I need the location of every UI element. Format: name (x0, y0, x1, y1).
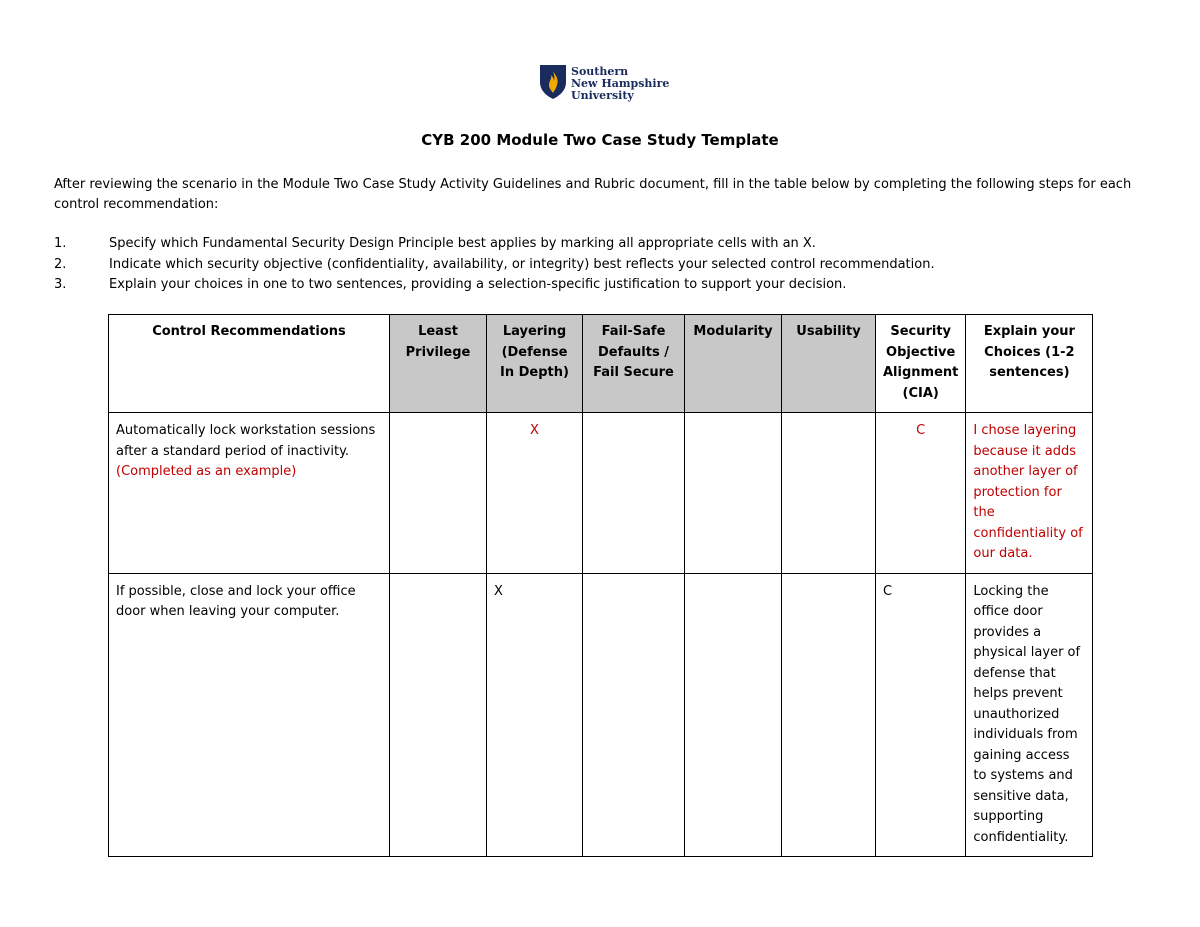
table-header-row (109, 315, 1093, 413)
step-number: 2. (54, 256, 67, 272)
header-cia: Security Objective Alignment (CIA) (876, 315, 966, 413)
header-least-privilege: Least Privilege (390, 315, 487, 413)
step-text: Indicate which security objective (confidentiality, availability, or integrity) best reflects your selected control recommendation. (109, 256, 935, 272)
control-text: Automatically lock workstation sessions after a standard period of inactivity. (116, 423, 376, 459)
example-note: (Completed as an example) (116, 464, 297, 479)
cell-layering[interactable]: X (487, 413, 583, 574)
header-modularity: Modularity (685, 315, 782, 413)
step-text: Explain your choices in one to two sentences, providing a selection-specific justification to support your decision. (109, 277, 847, 292)
cell-modularity[interactable] (685, 413, 782, 574)
cell-least-privilege[interactable] (390, 573, 487, 857)
cell-fail-safe[interactable] (583, 573, 685, 857)
cell-usability[interactable] (782, 573, 876, 857)
header-explain: Explain your Choices (1-2 sentences) (966, 315, 1093, 413)
cell-control[interactable]: If possible, close and lock your office door when leaving your computer. (109, 573, 390, 857)
header-control-recommendations: Control Recommendations (109, 315, 390, 413)
cell-layering[interactable]: X (487, 573, 583, 857)
cell-cia[interactable]: C (876, 573, 966, 857)
table-row (109, 573, 1093, 857)
table-row (109, 413, 1093, 574)
cell-usability[interactable] (782, 413, 876, 574)
cell-fail-safe[interactable] (583, 413, 685, 574)
header-layering: Layering (Defense In Depth) (487, 315, 583, 413)
cell-explain[interactable]: I chose layering because it adds another layer of protection for the confidentiality of our data. (966, 413, 1093, 574)
cell-control[interactable] (109, 413, 390, 574)
logo-wordmark (571, 66, 669, 102)
step-item (54, 255, 1154, 276)
step-item (54, 275, 1154, 296)
step-number: 1. (54, 236, 67, 251)
cell-cia[interactable]: C (876, 413, 966, 574)
cell-modularity[interactable] (685, 573, 782, 857)
document-title: CYB 200 Module Two Case Study Template (421, 131, 779, 149)
step-item (54, 234, 1154, 255)
logo-line-1: Southern (571, 65, 629, 78)
shield-flame-icon (539, 64, 567, 100)
step-text: Specify which Fundamental Security Design Principle best applies by marking all appropriate cells with an X. (109, 236, 816, 251)
cell-least-privilege[interactable] (390, 413, 487, 574)
step-number: 3. (54, 277, 67, 292)
header-fail-safe: Fail-Safe Defaults / Fail Secure (583, 315, 685, 413)
cell-explain[interactable]: Locking the office door provides a physical layer of defense that helps prevent unauthorized individuals from gaining access to systems and sensitive data, supporting confidentiality. (966, 573, 1093, 857)
instruction-steps (54, 234, 1154, 296)
intro-paragraph: After reviewing the scenario in the Module Two Case Study Activity Guidelines and Rubric document, fill in the table below by completing the following steps for each control recommendation: (54, 177, 1132, 212)
header-usability: Usability (782, 315, 876, 413)
case-study-table (108, 314, 1093, 857)
university-logo (539, 64, 669, 102)
logo-line-2: New Hampshire (571, 77, 670, 90)
logo-line-3: University (571, 89, 634, 102)
